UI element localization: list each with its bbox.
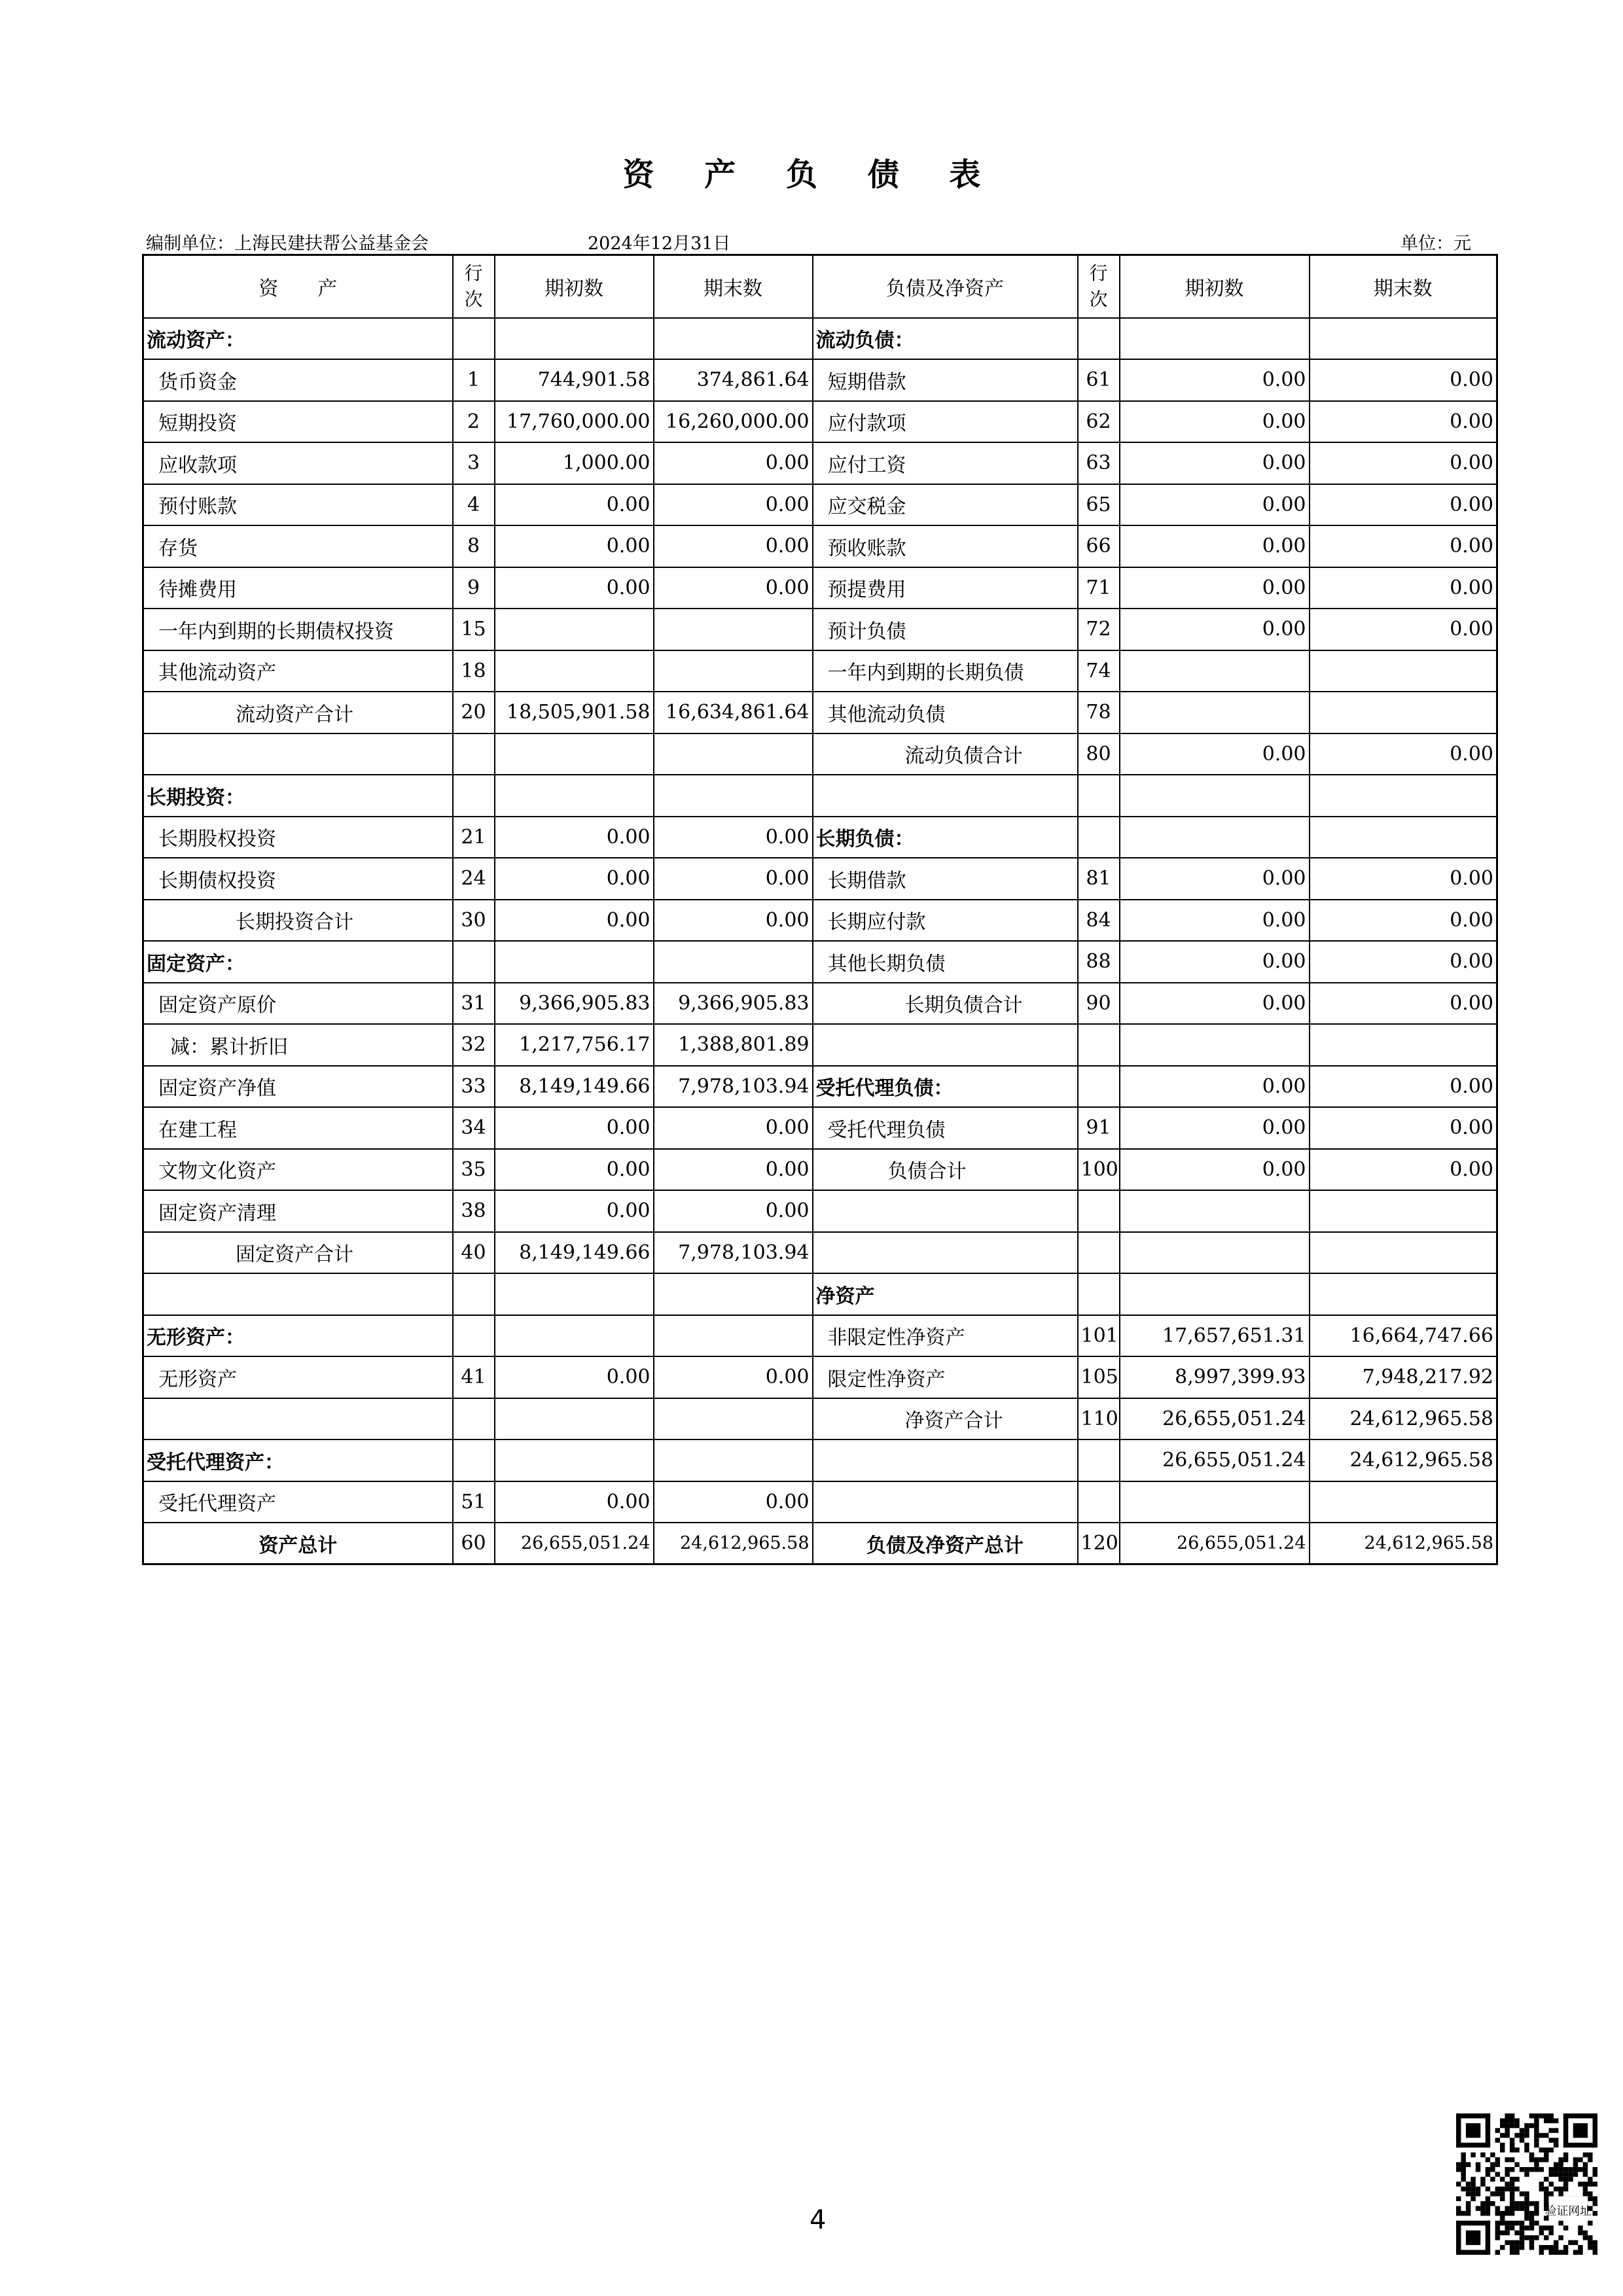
- liability-end-value: [1310, 318, 1497, 360]
- asset-label: 短期投资: [143, 401, 453, 443]
- asset-line-no: [453, 775, 495, 817]
- asset-end-value: 0.00: [654, 1356, 813, 1398]
- liability-end-value: 0.00: [1310, 858, 1497, 900]
- liability-line-no: [1078, 1273, 1120, 1315]
- asset-label: 长期投资合计: [143, 900, 453, 942]
- liability-begin-value: [1120, 318, 1310, 360]
- liability-label: 应付款项: [813, 401, 1078, 443]
- liability-end-value: 0.00: [1310, 900, 1497, 942]
- asset-label: 在建工程: [143, 1107, 453, 1149]
- asset-begin-value: [495, 733, 654, 775]
- liability-line-no: 90: [1078, 983, 1120, 1025]
- asset-label: 货币资金: [143, 359, 453, 401]
- asset-label: 存货: [143, 525, 453, 567]
- liability-begin-value: [1120, 817, 1310, 858]
- asset-line-no: 20: [453, 692, 495, 733]
- asset-end-value: [654, 318, 813, 360]
- liability-begin-value: [1120, 650, 1310, 692]
- asset-line-no: 1: [453, 359, 495, 401]
- asset-begin-value: [495, 609, 654, 650]
- liability-label: 长期应付款: [813, 900, 1078, 942]
- liability-line-no: 71: [1078, 567, 1120, 609]
- liability-end-value: [1310, 1190, 1497, 1232]
- header-line-no-2-bottom: 次: [1089, 288, 1108, 310]
- liability-line-no: [1078, 1024, 1120, 1066]
- page-number: 4: [810, 2205, 827, 2235]
- liability-label: 预计负债: [813, 609, 1078, 650]
- table-row: [143, 733, 1497, 775]
- liability-end-value: 24,612,965.58: [1310, 1439, 1497, 1481]
- asset-label: [143, 1273, 453, 1315]
- asset-begin-value: 0.00: [495, 1356, 654, 1398]
- asset-label: 长期投资：: [143, 775, 453, 817]
- liability-begin-value: [1120, 692, 1310, 733]
- table-row: [143, 401, 1497, 443]
- table-row: [143, 692, 1497, 733]
- liability-label: 预收账款: [813, 525, 1078, 567]
- asset-begin-value: 0.00: [495, 484, 654, 526]
- liability-label: 预提费用: [813, 567, 1078, 609]
- report-date: 2024年12月31日: [588, 234, 731, 254]
- asset-end-value: [654, 650, 813, 692]
- asset-begin-value: [495, 1315, 654, 1357]
- asset-label: 减：累计折旧: [143, 1024, 453, 1066]
- liability-line-no: 120: [1078, 1523, 1120, 1564]
- liability-line-no: 91: [1078, 1107, 1120, 1149]
- table-row: [143, 1356, 1497, 1398]
- asset-end-value: 0.00: [654, 858, 813, 900]
- asset-label: 固定资产：: [143, 941, 453, 983]
- liability-begin-value: [1120, 1024, 1310, 1066]
- asset-label: 无形资产: [143, 1356, 453, 1398]
- liability-end-value: 0.00: [1310, 1149, 1497, 1191]
- liability-line-no: 100: [1078, 1149, 1120, 1191]
- liability-begin-value: 0.00: [1120, 733, 1310, 775]
- liability-line-no: [1078, 1439, 1120, 1481]
- asset-end-value: 16,260,000.00: [654, 401, 813, 443]
- liability-label: [813, 775, 1078, 817]
- asset-label: 预付账款: [143, 484, 453, 526]
- asset-end-value: 0.00: [654, 900, 813, 942]
- asset-line-no: [453, 1439, 495, 1481]
- liability-label: 负债及净资产总计: [813, 1523, 1078, 1564]
- liability-end-value: 0.00: [1310, 983, 1497, 1025]
- asset-begin-value: 0.00: [495, 900, 654, 942]
- liability-line-no: [1078, 1232, 1120, 1274]
- asset-end-value: [654, 941, 813, 983]
- liability-begin-value: 0.00: [1120, 359, 1310, 401]
- qr-code-icon: [1456, 2113, 1597, 2255]
- liability-begin-value: [1120, 1481, 1310, 1523]
- header-begin: 期初数: [495, 255, 654, 318]
- table-row: [143, 1481, 1497, 1523]
- liability-line-no: 72: [1078, 609, 1120, 650]
- asset-end-value: [654, 1273, 813, 1315]
- liability-line-no: 80: [1078, 733, 1120, 775]
- asset-end-value: [654, 609, 813, 650]
- table-row: [143, 609, 1497, 650]
- total-row: [143, 1523, 1497, 1564]
- asset-label: 长期股权投资: [143, 817, 453, 858]
- asset-line-no: [453, 1315, 495, 1357]
- header-line-no: [453, 255, 495, 318]
- asset-begin-value: 0.00: [495, 817, 654, 858]
- liability-end-value: 16,664,747.66: [1310, 1315, 1497, 1357]
- asset-end-value: [654, 1439, 813, 1481]
- asset-label: [143, 733, 453, 775]
- table-row: [143, 525, 1497, 567]
- liability-begin-value: 0.00: [1120, 1066, 1310, 1108]
- table-row: [143, 484, 1497, 526]
- liability-begin-value: 0.00: [1120, 609, 1310, 650]
- liability-begin-value: 0.00: [1120, 567, 1310, 609]
- liability-begin-value: 0.00: [1120, 525, 1310, 567]
- asset-end-value: 7,978,103.94: [654, 1232, 813, 1274]
- liability-label: 流动负债合计: [813, 733, 1078, 775]
- header-end-2: 期末数: [1310, 255, 1497, 318]
- table-row: [143, 1439, 1497, 1481]
- asset-begin-value: 0.00: [495, 1107, 654, 1149]
- asset-begin-value: [495, 1398, 654, 1440]
- liability-end-value: 0.00: [1310, 567, 1497, 609]
- asset-begin-value: 0.00: [495, 567, 654, 609]
- liability-begin-value: 26,655,051.24: [1120, 1398, 1310, 1440]
- asset-line-no: 30: [453, 900, 495, 942]
- table-row: [143, 1066, 1497, 1108]
- asset-label: 流动资产：: [143, 318, 453, 360]
- liability-label: 短期借款: [813, 359, 1078, 401]
- asset-label: 固定资产原价: [143, 983, 453, 1025]
- header-end: 期末数: [654, 255, 813, 318]
- asset-line-no: 15: [453, 609, 495, 650]
- liability-label: 其他长期负债: [813, 941, 1078, 983]
- liability-begin-value: 26,655,051.24: [1120, 1523, 1310, 1564]
- liability-label: 长期借款: [813, 858, 1078, 900]
- asset-label: 应收款项: [143, 442, 453, 484]
- asset-end-value: 0.00: [654, 567, 813, 609]
- asset-label: 固定资产合计: [143, 1232, 453, 1274]
- asset-line-no: 51: [453, 1481, 495, 1523]
- asset-begin-value: 1,217,756.17: [495, 1024, 654, 1066]
- asset-end-value: 374,861.64: [654, 359, 813, 401]
- asset-line-no: 33: [453, 1066, 495, 1108]
- liability-end-value: [1310, 1481, 1497, 1523]
- table-row: [143, 1315, 1497, 1357]
- asset-line-no: 34: [453, 1107, 495, 1149]
- liability-label: 净资产: [813, 1273, 1078, 1315]
- asset-begin-value: 18,505,901.58: [495, 692, 654, 733]
- liability-end-value: [1310, 692, 1497, 733]
- asset-label: 文物文化资产: [143, 1149, 453, 1191]
- asset-line-no: [453, 733, 495, 775]
- asset-line-no: 8: [453, 525, 495, 567]
- table-row: [143, 1190, 1497, 1232]
- liability-label: 净资产合计: [813, 1398, 1078, 1440]
- liability-end-value: [1310, 1273, 1497, 1315]
- asset-label: 资产总计: [143, 1523, 453, 1564]
- header-line-no-top: 行: [464, 262, 483, 284]
- asset-begin-value: 8,149,149.66: [495, 1232, 654, 1274]
- asset-begin-value: 26,655,051.24: [495, 1523, 654, 1564]
- asset-label: 固定资产净值: [143, 1066, 453, 1108]
- organization-label: 编制单位：上海民建扶帮公益基金会: [146, 234, 429, 254]
- asset-end-value: 24,612,965.58: [654, 1523, 813, 1564]
- asset-line-no: 60: [453, 1523, 495, 1564]
- asset-line-no: 2: [453, 401, 495, 443]
- liability-end-value: 7,948,217.92: [1310, 1356, 1497, 1398]
- table-header-row: [143, 255, 1497, 318]
- asset-begin-value: [495, 775, 654, 817]
- asset-line-no: 40: [453, 1232, 495, 1274]
- liability-line-no: 105: [1078, 1356, 1120, 1398]
- table-row: [143, 1107, 1497, 1149]
- liability-begin-value: [1120, 1273, 1310, 1315]
- liability-label: 负债合计: [813, 1149, 1078, 1191]
- liability-begin-value: 0.00: [1120, 941, 1310, 983]
- liability-begin-value: 0.00: [1120, 1107, 1310, 1149]
- liability-end-value: [1310, 1024, 1497, 1066]
- asset-line-no: 35: [453, 1149, 495, 1191]
- asset-begin-value: 8,149,149.66: [495, 1066, 654, 1108]
- liability-label: 长期负债：: [813, 817, 1078, 858]
- header-liabilities: 负债及净资产: [813, 255, 1078, 318]
- liability-begin-value: [1120, 775, 1310, 817]
- liability-label: 一年内到期的长期负债: [813, 650, 1078, 692]
- asset-label: 受托代理资产: [143, 1481, 453, 1523]
- table-row: [143, 318, 1497, 360]
- liability-end-value: [1310, 817, 1497, 858]
- qr-label: 验证网址: [1544, 2204, 1592, 2218]
- liability-begin-value: 0.00: [1120, 401, 1310, 443]
- currency-unit: 单位：元: [1400, 234, 1471, 254]
- liability-line-no: 63: [1078, 442, 1120, 484]
- balance-sheet-table: [142, 254, 1498, 1565]
- asset-end-value: 0.00: [654, 1107, 813, 1149]
- liability-line-no: [1078, 1066, 1120, 1108]
- liability-begin-value: 0.00: [1120, 1149, 1310, 1191]
- table-row: [143, 1273, 1497, 1315]
- liability-end-value: 24,612,965.58: [1310, 1523, 1497, 1564]
- liability-end-value: [1310, 1232, 1497, 1274]
- liability-end-value: 24,612,965.58: [1310, 1398, 1497, 1440]
- asset-label: 固定资产清理: [143, 1190, 453, 1232]
- liability-begin-value: [1120, 1232, 1310, 1274]
- asset-begin-value: 0.00: [495, 1149, 654, 1191]
- liability-label: 应交税金: [813, 484, 1078, 526]
- header-begin-2: 期初数: [1120, 255, 1310, 318]
- asset-end-value: 7,978,103.94: [654, 1066, 813, 1108]
- table-row: [143, 359, 1497, 401]
- liability-end-value: 0.00: [1310, 1107, 1497, 1149]
- liability-end-value: 0.00: [1310, 401, 1497, 443]
- asset-end-value: [654, 1315, 813, 1357]
- liability-label: 受托代理负债：: [813, 1066, 1078, 1108]
- asset-end-value: 16,634,861.64: [654, 692, 813, 733]
- liability-end-value: 0.00: [1310, 1066, 1497, 1108]
- liability-line-no: [1078, 775, 1120, 817]
- liability-line-no: 84: [1078, 900, 1120, 942]
- asset-begin-value: 17,760,000.00: [495, 401, 654, 443]
- liability-end-value: [1310, 650, 1497, 692]
- liability-begin-value: [1120, 1190, 1310, 1232]
- asset-end-value: [654, 733, 813, 775]
- liability-begin-value: 0.00: [1120, 900, 1310, 942]
- asset-label: 待摊费用: [143, 567, 453, 609]
- header-line-no-2-top: 行: [1089, 262, 1108, 284]
- asset-line-no: 9: [453, 567, 495, 609]
- liability-line-no: [1078, 1481, 1120, 1523]
- liability-line-no: 78: [1078, 692, 1120, 733]
- liability-end-value: 0.00: [1310, 733, 1497, 775]
- asset-end-value: 9,366,905.83: [654, 983, 813, 1025]
- asset-line-no: [453, 1398, 495, 1440]
- liability-end-value: 0.00: [1310, 484, 1497, 526]
- asset-begin-value: [495, 1439, 654, 1481]
- asset-label: 其他流动资产: [143, 650, 453, 692]
- asset-end-value: [654, 1398, 813, 1440]
- asset-line-no: 4: [453, 484, 495, 526]
- asset-end-value: 1,388,801.89: [654, 1024, 813, 1066]
- table-row: [143, 1232, 1497, 1274]
- liability-line-no: [1078, 1190, 1120, 1232]
- table-row: [143, 775, 1497, 817]
- liability-end-value: 0.00: [1310, 359, 1497, 401]
- liability-line-no: 81: [1078, 858, 1120, 900]
- asset-label: 流动资产合计: [143, 692, 453, 733]
- asset-label: 无形资产：: [143, 1315, 453, 1357]
- asset-end-value: 0.00: [654, 1481, 813, 1523]
- liability-label: 非限定性净资产: [813, 1315, 1078, 1357]
- asset-line-no: [453, 318, 495, 360]
- asset-line-no: 38: [453, 1190, 495, 1232]
- liability-line-no: 65: [1078, 484, 1120, 526]
- liability-label: 长期负债合计: [813, 983, 1078, 1025]
- asset-line-no: [453, 1273, 495, 1315]
- asset-begin-value: 9,366,905.83: [495, 983, 654, 1025]
- asset-end-value: 0.00: [654, 1190, 813, 1232]
- header-line-no-bottom: 次: [464, 288, 483, 310]
- asset-line-no: [453, 941, 495, 983]
- asset-end-value: 0.00: [654, 525, 813, 567]
- asset-begin-value: [495, 941, 654, 983]
- liability-label: 受托代理负债: [813, 1107, 1078, 1149]
- liability-line-no: [1078, 318, 1120, 360]
- asset-label: 一年内到期的长期债权投资: [143, 609, 453, 650]
- table-row: [143, 817, 1497, 858]
- table-row: [143, 941, 1497, 983]
- asset-begin-value: [495, 318, 654, 360]
- table-row: [143, 650, 1497, 692]
- liability-line-no: 88: [1078, 941, 1120, 983]
- liability-end-value: 0.00: [1310, 525, 1497, 567]
- liability-end-value: 0.00: [1310, 442, 1497, 484]
- table-row: [143, 983, 1497, 1025]
- asset-end-value: 0.00: [654, 817, 813, 858]
- header-line-no-2: [1078, 255, 1120, 318]
- liability-begin-value: 8,997,399.93: [1120, 1356, 1310, 1398]
- liability-label: [813, 1439, 1078, 1481]
- table-row: [143, 1024, 1497, 1066]
- asset-line-no: 31: [453, 983, 495, 1025]
- asset-end-value: 0.00: [654, 484, 813, 526]
- asset-line-no: 41: [453, 1356, 495, 1398]
- asset-end-value: [654, 775, 813, 817]
- liability-line-no: 66: [1078, 525, 1120, 567]
- table-row: [143, 567, 1497, 609]
- asset-begin-value: 0.00: [495, 858, 654, 900]
- liability-begin-value: 26,655,051.24: [1120, 1439, 1310, 1481]
- asset-end-value: 0.00: [654, 442, 813, 484]
- asset-line-no: 24: [453, 858, 495, 900]
- asset-line-no: 3: [453, 442, 495, 484]
- liability-line-no: 61: [1078, 359, 1120, 401]
- asset-label: 长期债权投资: [143, 858, 453, 900]
- header-assets: 资 产: [143, 255, 453, 318]
- liability-label: 其他流动负债: [813, 692, 1078, 733]
- liability-label: [813, 1190, 1078, 1232]
- liability-end-value: 0.00: [1310, 941, 1497, 983]
- liability-begin-value: 0.00: [1120, 484, 1310, 526]
- asset-end-value: 0.00: [654, 1149, 813, 1191]
- liability-begin-value: 17,657,651.31: [1120, 1315, 1310, 1357]
- liability-end-value: [1310, 775, 1497, 817]
- asset-label: 受托代理资产：: [143, 1439, 453, 1481]
- asset-begin-value: [495, 1273, 654, 1315]
- liability-label: [813, 1481, 1078, 1523]
- asset-begin-value: 0.00: [495, 525, 654, 567]
- table-row: [143, 858, 1497, 900]
- liability-line-no: 110: [1078, 1398, 1120, 1440]
- asset-begin-value: 0.00: [495, 1190, 654, 1232]
- asset-begin-value: 0.00: [495, 1481, 654, 1523]
- table-row: [143, 1398, 1497, 1440]
- table-row: [143, 442, 1497, 484]
- liability-line-no: [1078, 817, 1120, 858]
- asset-line-no: 32: [453, 1024, 495, 1066]
- liability-begin-value: 0.00: [1120, 983, 1310, 1025]
- asset-begin-value: 744,901.58: [495, 359, 654, 401]
- liability-begin-value: 0.00: [1120, 858, 1310, 900]
- asset-line-no: 21: [453, 817, 495, 858]
- report-title: 资 产 负 债 表: [622, 156, 1001, 193]
- liability-line-no: 101: [1078, 1315, 1120, 1357]
- liability-label: 应付工资: [813, 442, 1078, 484]
- asset-line-no: 18: [453, 650, 495, 692]
- liability-label: 限定性净资产: [813, 1356, 1078, 1398]
- liability-label: [813, 1232, 1078, 1274]
- asset-begin-value: 1,000.00: [495, 442, 654, 484]
- asset-label: [143, 1398, 453, 1440]
- asset-begin-value: [495, 650, 654, 692]
- liability-line-no: 74: [1078, 650, 1120, 692]
- table-row: [143, 900, 1497, 942]
- liability-label: [813, 1024, 1078, 1066]
- table-row: [143, 1149, 1497, 1191]
- liability-end-value: 0.00: [1310, 609, 1497, 650]
- liability-line-no: 62: [1078, 401, 1120, 443]
- liability-begin-value: 0.00: [1120, 442, 1310, 484]
- liability-label: 流动负债：: [813, 318, 1078, 360]
